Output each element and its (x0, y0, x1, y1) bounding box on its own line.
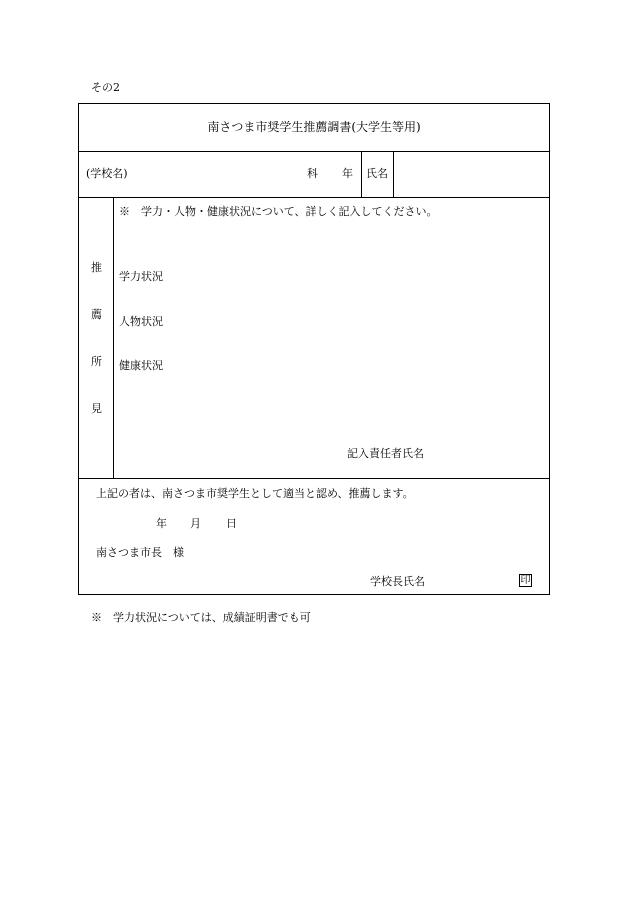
name-cell-divider-left (361, 151, 362, 197)
department-label: 科 (307, 167, 318, 180)
name-cell-divider-right (393, 151, 394, 197)
principal-name-label: 学校長氏名 (370, 575, 425, 588)
side-label-char-4: 見 (91, 402, 102, 415)
side-label-char-3: 所 (91, 355, 102, 368)
side-label-divider (113, 197, 114, 478)
student-name-label: 氏名 (366, 167, 388, 180)
endorsement-statement: 上記の者は、南さつま市奨学生として適当と認め、推薦します。 (96, 487, 414, 500)
seal-mark: 印 (520, 575, 531, 586)
academic-status-label: 学力状況 (119, 270, 163, 283)
title-row-divider (78, 151, 550, 152)
date-year: 年 (156, 517, 167, 530)
date-month: 月 (190, 517, 201, 530)
instruction-text: ※ 学力・人物・健康状況について、詳しく記入してください。 (119, 205, 438, 218)
responsible-person-label: 記入責任者氏名 (347, 447, 424, 460)
footnote: ※ 学力状況については、成績証明書でも可 (91, 611, 311, 624)
date-day: 日 (226, 517, 237, 530)
mayor-addressee: 南さつま市長 様 (96, 546, 184, 559)
health-status-label: 健康状況 (119, 359, 163, 372)
side-label-char-1: 推 (91, 261, 102, 274)
recommendation-divider (78, 478, 550, 479)
character-status-label: 人物状況 (119, 315, 163, 328)
year-label: 年 (342, 167, 353, 180)
school-name-label: (学校名) (86, 167, 128, 180)
side-label-char-2: 薦 (91, 308, 102, 321)
page-label: その2 (91, 81, 120, 94)
form-title: 南さつま市奨学生推薦調書(大学生等用) (207, 120, 421, 134)
school-row-divider (78, 197, 550, 198)
